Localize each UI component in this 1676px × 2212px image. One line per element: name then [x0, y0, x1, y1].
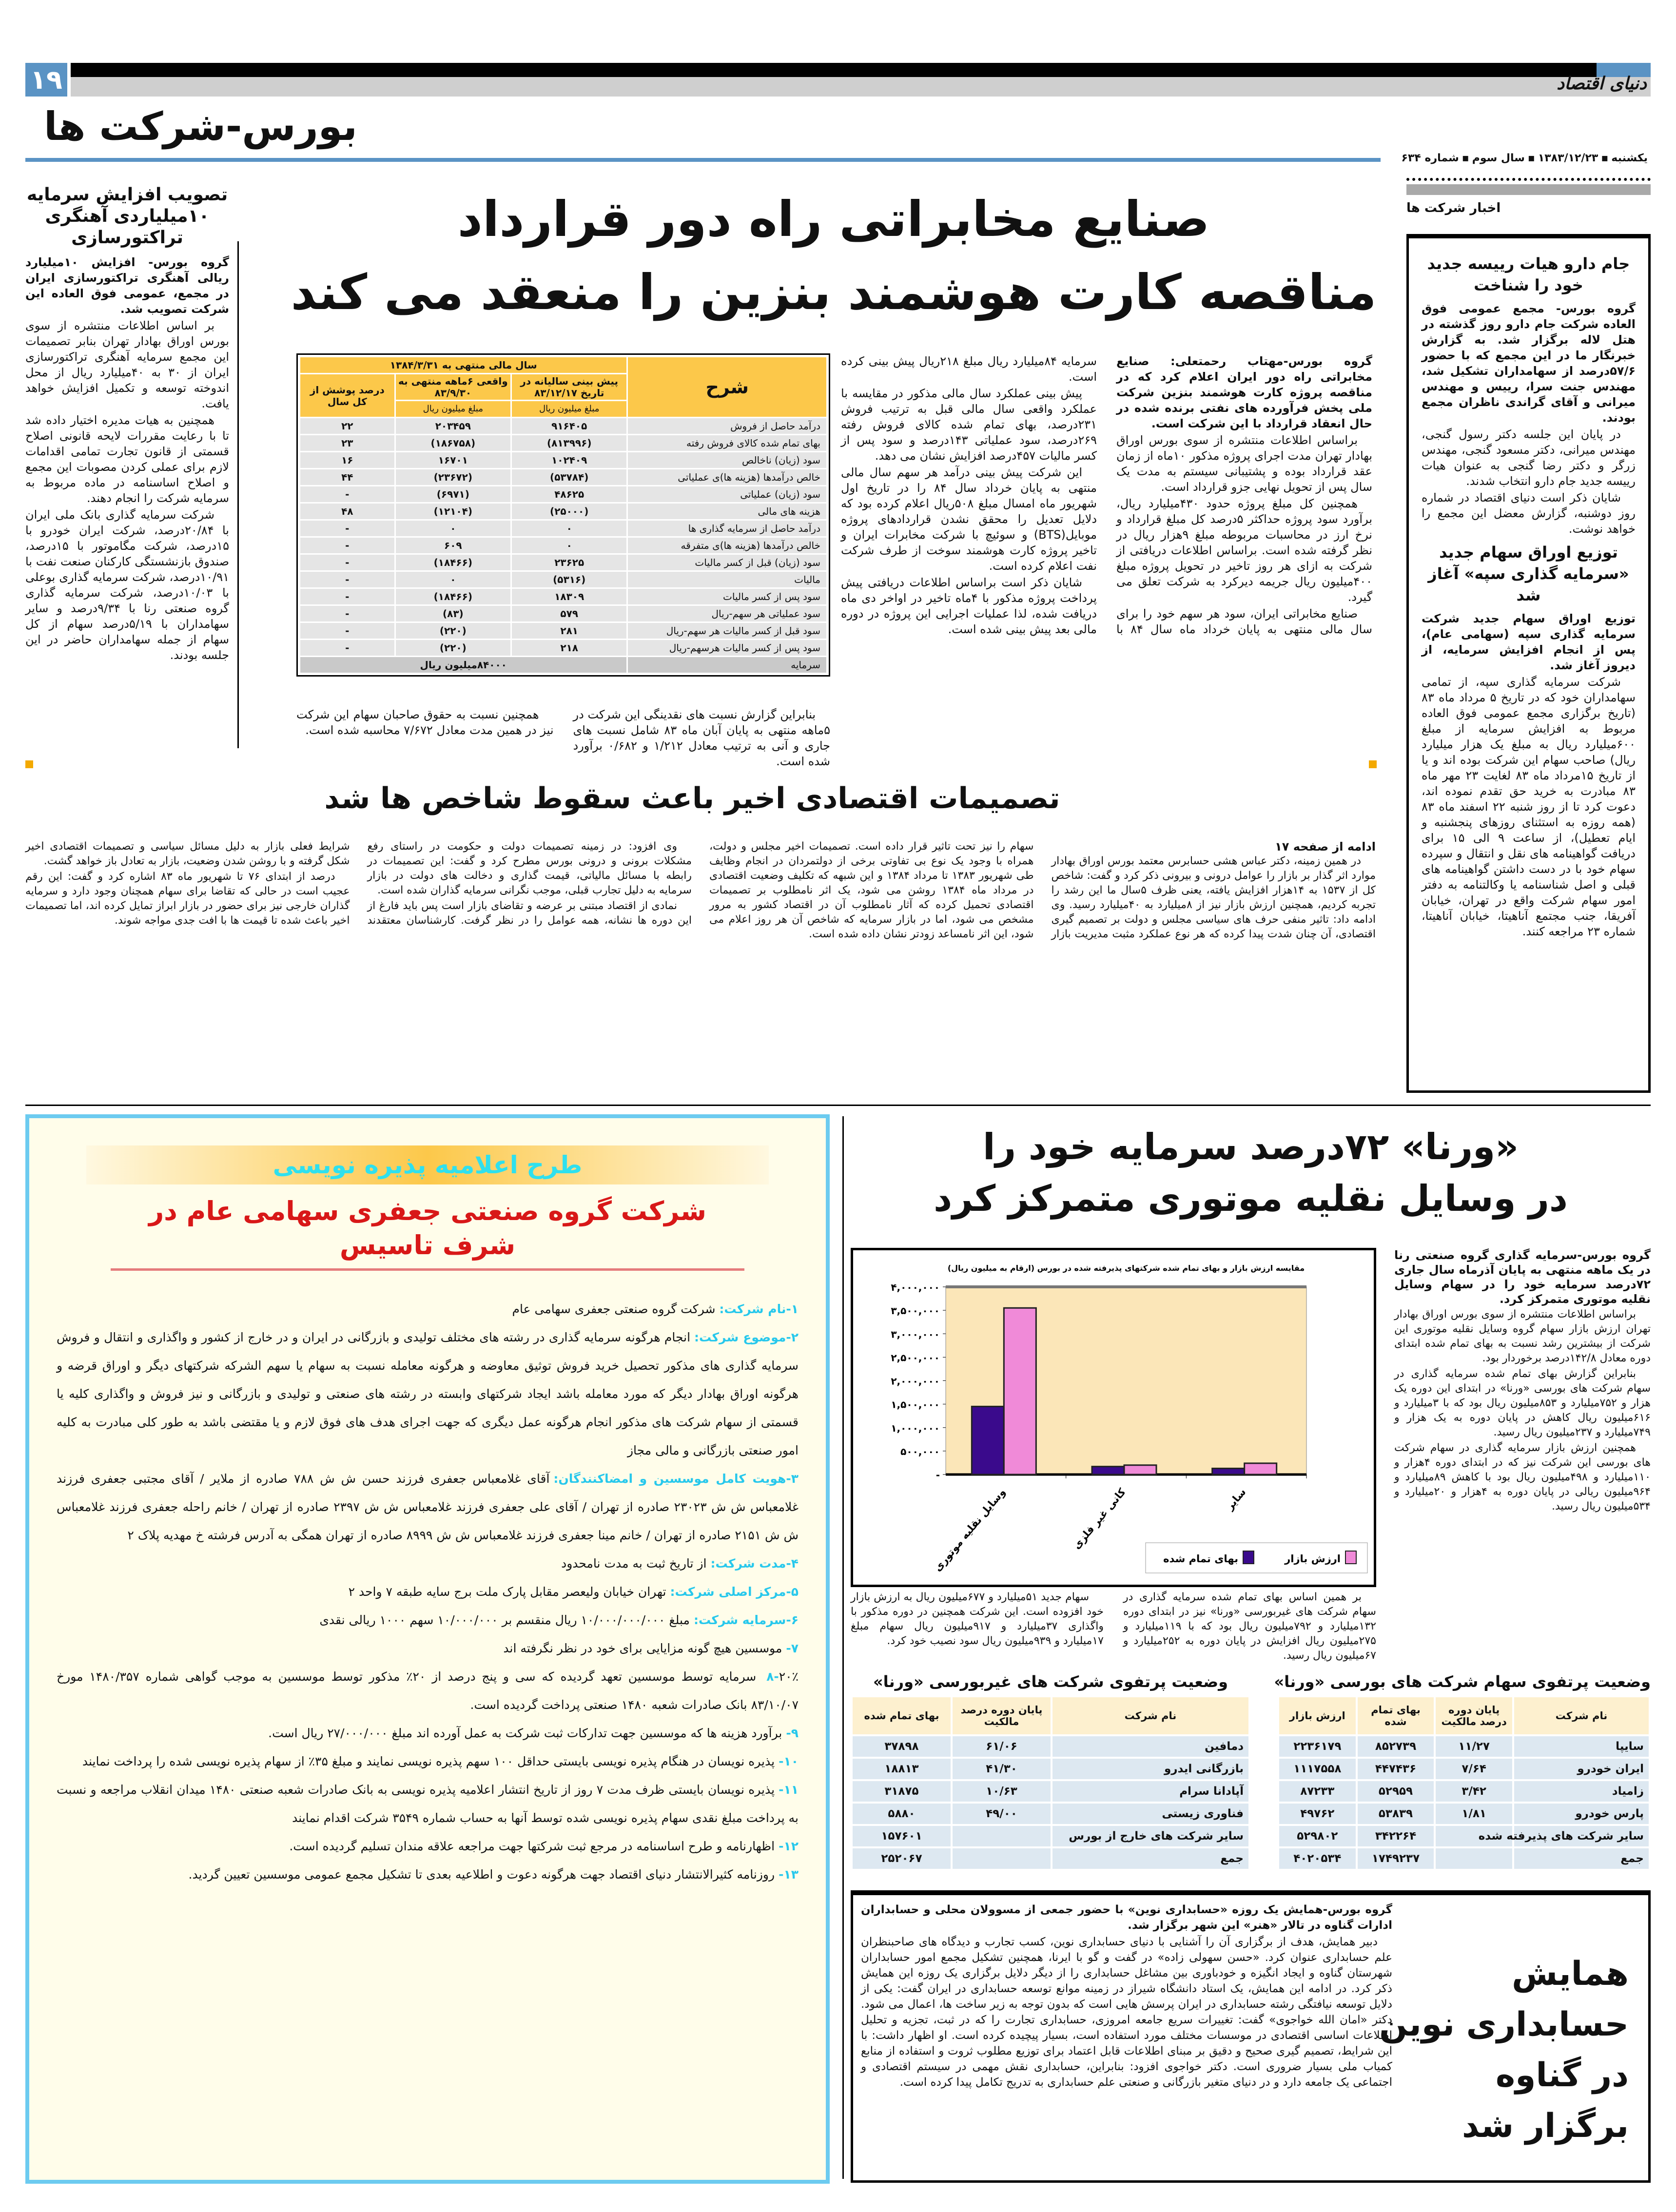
row-label: بهای تمام شده کالای فروش رفته [628, 435, 826, 451]
story-title: توزیع اوراق سهام جدید «سرمایه گذاری سپه» آغاز شد [1428, 543, 1629, 604]
bar-market-value [1245, 1463, 1277, 1475]
company-name: آپادانا سرام [1052, 1781, 1248, 1802]
ad-item [57, 1465, 799, 1550]
ad-item-text: مبلغ ۱۰/۰۰۰/۰۰۰/۰۰۰ ریال منقسم بر ۱۰/۰۰۰/۰۰۰ سهم ۱۰۰۰ ریالی نقدی [319, 1613, 690, 1627]
story-paragraph: این شرکت پیش بینی درآمد هر سهم سال مالی منتهی به پایان خرداد سال ۸۴ را در تاریخ اول شهریور ماه امسال مبلغ ۵۰۸ریال اعلام کرده بود که دلایل تعدیل را محقق نشدن قراردادهای پروژه موبایل(BTS) و سوئیچ با شرکت مخابرات ایران و تاخیر پروژه کارت هوشمند سوخت از طرف شرکت نفت اعلام کرده است. [841, 466, 1097, 573]
column-header: پایان دوره درصد مالکیت [953, 1697, 1051, 1734]
ad-item [57, 1776, 799, 1832]
table-row [300, 504, 826, 519]
ad-item-text: از تاریخ ثبت به مدت نامحدود [561, 1556, 707, 1571]
cell-value: ۱۸۸۱۳ [853, 1759, 951, 1779]
header-bar [71, 63, 1597, 77]
header-band [71, 77, 1651, 97]
section-title: بورس-شرکت ها [44, 104, 357, 149]
cell-value: ۱۱۱۷۵۵۸ [1279, 1759, 1356, 1779]
col-cover: درصد پوشش از کل سال [300, 374, 394, 417]
actual-value: (۸۳) [396, 606, 510, 621]
story-paragraph: بر همین اساس بهای تمام شده سرمایه گذاری در سهام شرکت های غیربورسی «ورنا» نیز در ابتدای دوره ۱۳۲میلیارد و ۷۹۲میلیون ریال بود که با ۱۱۹میلیارد و ۲۷۵میلیون ریال افزایش در پایان دوره به ۲۵۲میلیارد و ۶۷میلیون ریال رسید. [1123, 1591, 1376, 1662]
cell-value: ۳/۴۲ [1436, 1781, 1512, 1802]
story-paragraph: شرکت سرمایه گذاری بانک ملی ایران با ۲۰/۸۴درصد، شرکت ایران خودرو با ۱۵درصد، شرکت مگاموتور با ۱۵درصد، صندوق بازنشستگی کارکنان صنعت نفت با ۱۰/۹۱درصد، شرکت سرمایه گذاری بوعلی با ۱۰/۰۳درصد، شرکت سرمایه گذاری گروه صنعتی رنا با ۹/۳۴درصد و سایر سهامداران با ۵/۱۹درصد سهام از کل سهام از جمله سهامداران حاضر در این جلسه بودند. [25, 508, 229, 662]
ad-item-label: ۵-مرکز اصلی شرکت: [670, 1585, 799, 1599]
col-group: سال مالی منتهی به ۱۳۸۴/۳/۳۱ [300, 357, 626, 373]
ad-item-label: ۲-موضوع شرکت: [694, 1330, 799, 1344]
ad-item [57, 1323, 799, 1465]
story-paragraph: دبیر همایش، هدف از برگزاری آن را آشنایی با دنیای حسابداری نوین، کسب تجارب و دیدگاه های صاحبنظران علم حسابداری عنوان کرد. «حسن سهولی زاده» در گفت و گو با ایرنا، همچنین تشکیل مجمع امور حسابداران شهرستان گناوه و ایجاد انگیزه و خودباوری بین مشاغل حسابداری را از دیگر دلایل برگزاری یک روزه این همایش ذکر کرد. در ادامه این همایش، یک استاد دانشگاه شیراز در زمینه موانع توسعه حسابداری در ایران گفت: یکی از دلایل توسعه نیافتگی رشته حسابداری در ایران پرسش هایی است که بدون توجه به زیر ساخت ها، اعمال می شود. دکتر «امان الله خواجوی» گفت: تغییرات سریع جامعه امروزی، حسابداری تجارت را که در ثبت، تجزیه و تحلیل اطلاعات اساسی اقتصادی در موسسات مختلف مورد استفاده است، بسیار پیچیده کرده است. او اظهار داشت: با این شرایط، تصمیم گیری صحیح و دقیق بر مبنای اطلاعات قابل اعتماد برای توزیع مطلوب ثروت و استفاده از منابع کمیاب ملی بسیار ضروری است. دکتر خواجوی افزود: بنابراین، حسابداری نقش مهمی در سیستم اقتصادی و اجتماعی یک جامعه دارد و در دنیای متغیر بازرگانی و صنعتی علم حسابداری به تدریج تکامل پیدا کرده است. [861, 1936, 1392, 2089]
forecast-value: ۲۸۱ [512, 623, 626, 639]
cell-value: ۱۱/۲۷ [1436, 1736, 1512, 1757]
forecast-value: (۲۵۰۰۰) [512, 504, 626, 519]
story-paragraph: براساس اطلاعات منتشره از سوی بورس اوراق بهادار تهران مدت اجرای پروژه مذکور ۱۰ماه از زمان عقد قرارداد بوده و پشتیبانی سیستم به مدت یک سال پس از تحویل نهایی جزو قرارداد است. [1116, 433, 1372, 494]
row-label: سود (زیان) عملیاتی [628, 486, 826, 502]
story-title: تصویب افزایش سرمایه ۱۰میلیاردی آهنگری تراکتورسازی [26, 185, 228, 248]
cell-value: ۳۷۸۹۸ [853, 1736, 951, 1757]
cell-value: ۸۷۲۳۳ [1279, 1781, 1356, 1802]
story-body-continued [296, 707, 830, 769]
coverage-value: - [300, 521, 394, 536]
y-tick-label: ۳,۵۰۰,۰۰۰ [891, 1305, 940, 1317]
cell-value: ۳۴۲۲۶۴ [1358, 1826, 1434, 1846]
cell-value [953, 1848, 1051, 1869]
column-label: اخبار شرکت ها [1406, 201, 1501, 215]
ad-item [57, 1295, 799, 1323]
story-paragraph: شایان ذکر است دنیای اقتصاد در شماره روز دوشنبه، گزارش معضل این مجمع را خواهد نوشت. [1422, 491, 1636, 536]
actual-value: (۲۲۰) [396, 640, 510, 656]
forecast-value: ۵۷۹ [512, 606, 626, 621]
ad-item [57, 1634, 799, 1663]
table-row [853, 1736, 1248, 1757]
genaveh-story-box [851, 1890, 1651, 2183]
financial-table [296, 353, 830, 677]
actual-value: ۲۰۳۴۵۹ [396, 418, 510, 434]
ad-item-label: ۷- [786, 1641, 799, 1655]
story-paragraph: بنابراین گزارش نسبت های نقدینگی این شرکت در ۵ماهه منتهی به پایان آبان ماه ۸۳ شامل نسبت های جاری و آنی به ترتیب معادل ۱/۲۱۲ و ۰/۶۸۲ برآورد شده است. [573, 708, 830, 768]
divider [25, 1105, 1651, 1106]
table-row [300, 572, 826, 587]
row-label: مالیات [628, 572, 826, 587]
story-paragraph: صنایع مخابراتی ایران، سود هر سهم خود را برای سال مالی منتهی به پایان خرداد ماه سال ۸۴ با سرمایه ۸۴میلیارد ریال مبلغ ۲۱۸ریال پیش بینی کرده است. [841, 354, 1372, 636]
ad-item-label: ۱۰- [779, 1754, 799, 1768]
story-paragraph: شایان ذکر است براساس اطلاعات دریافتی پیش پرداخت پروژه مذکور با ۴ماه تاخیر در اواخر دی ماه دریافت شده، لذا عملیات اجرایی این پروژه در دوره مالی بعد پیش بینی شده است. [841, 576, 1097, 636]
coverage-value: - [300, 572, 394, 587]
ad-item-label: ۳-هویت کامل موسسین و امضاکنندگان: [553, 1472, 799, 1486]
y-tick-label: ۱,۵۰۰,۰۰۰ [891, 1398, 940, 1411]
x-tick-label: وسایل نقلیه موتوری [932, 1486, 1008, 1574]
y-tick-label: ۱,۰۰۰,۰۰۰ [891, 1422, 940, 1434]
table-row [300, 606, 826, 621]
table-row [300, 521, 826, 536]
cell-value: ۱۷۴۹۲۳۷ [1358, 1848, 1434, 1869]
listed-portfolio-table [1277, 1695, 1651, 1871]
y-tick-label: ۵۰۰,۰۰۰ [900, 1445, 940, 1457]
table-row [300, 623, 826, 639]
table-row [300, 640, 826, 656]
ad-item-label: ۹- [786, 1726, 799, 1740]
divider [1406, 178, 1651, 181]
actual-value: ۶۰۹ [396, 538, 510, 553]
row-label: سود عملیاتی هر سهم-ریال [628, 606, 826, 621]
table-row [300, 435, 826, 451]
bar-chart [851, 1248, 1376, 1587]
actual-value: (۱۸۶۷۵۸) [396, 435, 510, 451]
cell-value [953, 1826, 1051, 1846]
story-paragraph: توزیع اوراق سهام جدید شرکت سرمایه گذاری سپه (سهامی عام)، پس از انجام افزایش سرمایه، از دیروز آغاز شد. [1422, 612, 1636, 672]
bar-cost [1092, 1467, 1124, 1475]
section-marker [1369, 760, 1377, 768]
bar-cost [972, 1406, 1004, 1475]
newspaper-logo: دنیای اقتصاد [1557, 74, 1647, 94]
row-label: خالص درآمدها (هزینه ها)ی عملیاتی [628, 469, 826, 485]
chart-svg [853, 1250, 1374, 1585]
actual-value: ۰ [396, 521, 510, 536]
table-row [1279, 1781, 1649, 1802]
table-row [1279, 1848, 1649, 1869]
unit-label: مبلغ میلیون ریال [396, 401, 510, 417]
forecast-value: (۵۳۷۸۴) [512, 469, 626, 485]
story-paragraph: همچنین ارزش بازار سرمایه گذاری در سهام شرکت های بورسی این شرکت نیز که در ابتدای دوره ۴هزار و ۱۱۰میلیارد و ۴۹۸میلیون ریال بود با کاهش ۸۹میلیارد و ۹۶۴میلیون ریالی در پایان دوره به ۴هزار و ۲۰میلیارد و ۵۳۴میلیون ریال رسید. [1394, 1442, 1651, 1513]
forecast-value: ۲۳۶۲۵ [512, 555, 626, 570]
forecast-value: (۵۳۱۶) [512, 572, 626, 587]
table-row [300, 418, 826, 434]
unit-label: مبلغ میلیون ریال [512, 401, 626, 417]
ad-subtitle: شرکت گروه صنعتی جعفری سهامی عام در شرف تاسیس [111, 1194, 744, 1271]
actual-value: (۲۳۶۷۲) [396, 469, 510, 485]
story-lead: گروه بورس-همایش یک روزه «حسابداری نوین» با حضور جمعی از مسوولان محلی و حسابداران ادارات گناوه در تالار «هنر» این شهر برگزار شد. [861, 1903, 1392, 1932]
headline-line: همایش [1512, 1955, 1629, 1993]
headline-line: در گناوه [1496, 2056, 1629, 2095]
row-label: سود قبل از کسر مالیات هر سهم-ریال [628, 623, 826, 639]
cell-value: ۲۲۳۶۱۷۹ [1279, 1736, 1356, 1757]
column-label-band [1406, 184, 1651, 195]
headline-line: در وسایل نقلیه موتوری متمرکز کرد [934, 1178, 1568, 1220]
story-paragraph: همچنین به هیات مدیره اختیار داده شد تا با رعایت مقررات لایحه قانونی اصلاح قسمتی از قانون تجارت تمامی اقدامات لازم برای عملی کردن مصوبات این مجمع و اصلاح اساسنامه در ماده مربوط به سرمایه شرکت را انجام دهند. [25, 413, 229, 505]
divider [237, 241, 239, 748]
company-name: زامیاد [1514, 1781, 1649, 1802]
col-actual: واقعی ۶ماهه منتهی به ۸۳/۹/۳۰ [396, 374, 510, 400]
actual-value: (۶۹۷۱) [396, 486, 510, 502]
company-name: دمافین [1052, 1736, 1248, 1757]
company-name: بازرگانی ایدرو [1052, 1759, 1248, 1779]
story-paragraph: بر اساس اطلاعات منتشره از سوی بورس اوراق بهادار تهران بنابر تصمیمات این مجمع سرمایه آهنگری تراکتورسازی ایران از ۳۰ به ۴۰میلیارد ریال از محل اندوخته توسعه و تکمیل افزایش خواهد یافت. [25, 319, 230, 410]
forecast-value: ۰ [512, 521, 626, 536]
row-label: خالص درآمدها (هزینه ها)ی متفرقه [628, 538, 826, 553]
story-paragraph: براساس اطلاعات منتشره از سوی بورس اوراق بهادار تهران ارزش بازار سهام گروه وسایل نقلیه موتوری این شرکت از بیشترین رشد نسبت به بهای تمام شده ابتدای دوره معادل ۱۴۲/۸درصد برخوردار بود. [1394, 1308, 1651, 1364]
coverage-value: ۴۸ [300, 504, 394, 519]
ad-item-label: ۱۲- [779, 1839, 799, 1853]
story-paragraph: وی افزود: در زمینه تصمیمات دولت و حکومت در راستای رفع مشکلات برونی و درونی بورس مطرح کرد و گفت: این تصمیمات در رابطه با مسائل مالیاتی، قیمت گذاری و دخالت های دولت در بازار سرمایه به دلیل تجارب قبلی، موجب نگرانی سرمایه گذاران شده است. [367, 840, 692, 896]
chart-title: مقایسه ارزش بازار و بهای تمام شده شرکتهای پذیرفته شده در بورس (ارقام به میلیون ریال) [947, 1263, 1305, 1273]
bar-market-value [1124, 1465, 1156, 1475]
ad-item [57, 1578, 799, 1606]
company-name: جمع [1052, 1848, 1248, 1869]
coverage-value: ۴۴ [300, 469, 394, 485]
ad-item-text: روزنامه کثیرالانتشار دنیای اقتصاد جهت هرگونه دعوت و اطلاعیه بعدی تا تشکیل مجمع عمومی موسسین تعیین گردید. [188, 1867, 775, 1882]
cell-value: ۴۱/۳۰ [953, 1759, 1051, 1779]
column-header: بهای تمام شده [1358, 1697, 1434, 1734]
story-paragraph: در پایان این جلسه دکتر رسول گنجی، مهندس میرانی، دکتر مسعود گنجی، مهندس زرگر و دکتر رضا گنجی به عنوان هیات رییسه جدید جام دارو انتخاب شدند. [1422, 427, 1636, 488]
cell-value: ۵۲۹۵۹ [1358, 1781, 1434, 1802]
ad-item [57, 1832, 799, 1861]
ad-item-text: اظهارنامه و طرح اساسنامه در مرجع ثبت شرکتها جهت مراجعه علاقه مندان تسلیم گردیده است. [289, 1839, 775, 1853]
divider [842, 1116, 844, 2179]
ad-item-label: ۱۱- [779, 1783, 799, 1797]
column-header: نام شرکت [1514, 1697, 1649, 1734]
ad-item-label: ۱-نام شرکت: [719, 1302, 799, 1316]
story-paragraph: گروه بورس-مهتاب رحمتعلی: صنایع مخابراتی راه دور ایران اعلام کرد که در مناقصه پروژه کارت هوشمند بنزین شرکت ملی پخش فرآورده های نفتی برنده شده در حال انعقاد قرارداد با این شرکت است. [1116, 354, 1372, 430]
coverage-value: - [300, 640, 394, 656]
ad-item-label: ۱۳- [779, 1867, 799, 1882]
table-row [300, 469, 826, 485]
story-paragraph: گروه بورس- مجمع عمومی فوق العاده شرکت جام دارو روز گذشته در هتل لاله برگزار شد. به گزارش خبرنگار ما در این مجمع که با حضور ۵۷/۶درصد از سهامداران تشکیل شد، مهندس جنت سرا، رییس و مهندس میرانی و آقای گراندی ناظران مجمع بودند. [1422, 302, 1636, 425]
ad-item [57, 1550, 799, 1578]
capital-value: ۸۴۰۰۰میلیون ریال [300, 657, 626, 673]
continued-label: ادامه از صفحه ۱۷ [1275, 840, 1376, 854]
date-value: ۱۳۸۳/۱۲/۲۳ [1538, 152, 1598, 164]
y-tick-label: ۲,۵۰۰,۰۰۰ [891, 1352, 940, 1364]
story-body [25, 254, 229, 663]
legend-swatch [1243, 1551, 1254, 1564]
volume: سال سوم [1472, 152, 1525, 164]
story-paragraph: همچنین نسبت به حقوق صاحبان سهام این شرکت نیز در همین مدت معادل ۷/۶۷۲ محاسبه شده است. [296, 708, 554, 737]
company-name: فناوری زیستی [1052, 1804, 1248, 1824]
story-paragraph: نمادی از اقتصاد مبتنی بر عرضه و تقاضای بازار است پس باید فارغ از این دوره ها نشانه، همه عوامل را در نظر گرفت. کارشناسان معتقدند شرایط فعلی بازار به دلیل مسائل سیاسی و تصمیمات اقتصادی اخیر شکل گرفته و با روشن شدن وضعیت، بازار به تعادل باز خواهد گشت. [25, 840, 692, 927]
capital-row [300, 657, 826, 673]
table-row [300, 589, 826, 604]
news-briefs-box [1406, 234, 1651, 1093]
coverage-value: - [300, 606, 394, 621]
x-tick-label: کانی غیر فلزی [1071, 1486, 1128, 1552]
unlisted-table-title: وضعیت پرتفوی شرکت های غیربورسی «ورنا» [873, 1672, 1228, 1691]
ad-item-text: پذیره نویسان در هنگام پذیره نویسی بایستی حداقل ۱۰۰ سهم پذیره نویسی نمایند و مبلغ ۳۵٪ از سهام پذیره نویسی شده را پرداخت نمایند [82, 1754, 775, 1768]
story-paragraph: شرکت سرمایه گذاری سپه، از تمامی سهامداران خود که در تاریخ ۵ مرداد ماه ۸۳ (تاریخ برگزاری مجمع عمومی فوق العاده مربوط به افزایش سرمایه از مبلغ ۶۰۰میلیارد ریال به مبلغ یک هزار میلیارد ریال) صاحب سهام این شرکت بوده اند و یا از تاریخ ۱۵مرداد ماه ۸۳ لغایت ۲۳ مهر ماه ۸۳ مبادرت به خرید حق تقدم نموده اند، دعوت کرد تا از روز شنبه ۲۲ اسفند ماه ۸۳ (همه روزه به استثنای روزهای پنجشنبه و ایام تعطیل)، از ساعت ۹ الی ۱۵ برای دریافت گواهینامه های نقل و انتقال و سپرده سهام خود با در دست داشتن گواهینامه های قبلی و اصل شناسنامه یا وکالتنامه به دفتر امور سهام شرکت واقع در تهران، خیابان آفریقا، جنب مجتمع آناهیتا، خیابان آناهیتا، شماره ۲۳ مراجعه کنند. [1422, 675, 1636, 938]
story-paragraph: بنابراین گزارش بهای تمام شده سرمایه گذاری در سهام شرکت های بورسی «ورنا» در ابتدای این دوره یک هزار و ۷۵۲میلیارد و ۸۵۳میلیون ریال بود که با ۳میلیارد و ۶۱۶میلیون ریال کاهش در پایان دوره به یک هزار و ۷۴۹میلیارد و ۲۳۷میلیون ریال رسید. [1394, 1368, 1651, 1438]
cell-value: ۸۵۲۷۳۹ [1358, 1736, 1434, 1757]
coverage-value: - [300, 486, 394, 502]
coverage-value: ۲۲ [300, 418, 394, 434]
page-number: ۱۹ [25, 63, 67, 97]
actual-value: (۱۲۱۰۴) [396, 504, 510, 519]
actual-value: ۱۶۷۰۱ [396, 452, 510, 468]
story-body [1422, 301, 1636, 537]
coverage-value: ۲۳ [300, 435, 394, 451]
ad-item-label: ۸- [766, 1669, 779, 1684]
date-weekday: یکشنبه [1611, 152, 1648, 164]
actual-value: (۱۸۴۶۶) [396, 589, 510, 604]
actual-value: (۲۲۰) [396, 623, 510, 639]
ad-item-text: موسسین هیچ گونه مزایایی برای خود در نظر نگرفته اند [503, 1641, 782, 1655]
ad-item [57, 1606, 799, 1634]
cell-value: ۴۰۲۰۵۳۴ [1279, 1848, 1356, 1869]
ad-item [57, 1747, 799, 1776]
subscription-notice-ad [25, 1114, 830, 2184]
story-paragraph: گروه بورس-سرمایه گذاری گروه صنعتی رنا در یک ماهه منتهی به پایان آذرماه سال جاری ۷۲درصد سرمایه خود را در سهام وسایل نقلیه موتوری متمرکز کرد. [1394, 1248, 1651, 1306]
story-paragraph: پیش بینی عملکرد سال مالی مذکور در مقایسه با عملکرد واقعی سال مالی قبل به ترتیب فروش ۲۳۱درصد، بهای تمام شده کالای فروش رفته ۲۶۹درصد، سود عملیاتی ۱۴۳درصد و سود پس از کسر مالیات ۴۵۷درصد افزایش نشان می دهد. [841, 387, 1097, 463]
forecast-value: ۱۸۳۰۹ [512, 589, 626, 604]
cell-value: ۵۸۸۰ [853, 1804, 951, 1824]
company-name: سایپا [1514, 1736, 1649, 1757]
cell-value: ۲۵۲۰۶۷ [853, 1848, 951, 1869]
story-paragraph: در همین زمینه، دکتر عباس هشی حسابرس معتمد بورس اوراق بهادار موارد اثر گذار بر بازار را عوامل درونی و بیرونی ذکر کرد و گفت: شاخص کل از ۱۵۳۷ به ۱۴هزار افزایش یافته، یعنی ظرف ۵سال ما این رشد را تجربه کردیم، همچنین ارزش بازار نیز از ۸میلیارد به ۴۰میلیارد رسید. وی ادامه داد: تاثیر منفی حرف های سیاسی مجلس و دولت بر تصمیم گیری اقتصادی، آن چنان شدت پیدا کرده که هر نوع عملکرد مثبت مدیریت بازار سهام را نیز تحت تاثیر قرار داده است. تصمیمات اخیر مجلس و دولت، همراه با وجود یک نوع بی تفاوتی برخی از دولتمردان در انجام وظایف طی شهریور ۱۳۸۳ تا مرداد ۱۳۸۴ و این شبهه که تکلیف وضعیت اقتصادی در مرداد ماه ۱۳۸۴ روشن می شود، یک اثر نامطلوب بر تصمیمات اقتصادی تحمیل کرده که آثار نامطلوب آن در اقتصاد کشور به مرور مشخص می شود، اما در بازار سرمایه که شاخص آن هر روز اعلام می شود، این اثر نامساعد زودتر نشان داده شده است. [709, 840, 1376, 940]
genaveh-headline [1379, 1949, 1629, 2152]
y-tick-label: ۲,۰۰۰,۰۰۰ [891, 1375, 940, 1387]
main-story-body [841, 353, 1372, 638]
table-row [300, 538, 826, 553]
table-row [300, 486, 826, 502]
genaveh-story-body [861, 1902, 1392, 2091]
company-name: ایران خودرو [1514, 1759, 1649, 1779]
company-name: سایر شرکت های خارج از بورس [1052, 1826, 1248, 1846]
x-tick-label: سایر [1224, 1486, 1248, 1513]
column-header: نام شرکت [1052, 1697, 1248, 1734]
capital-label: سرمایه [628, 657, 826, 673]
bar-cost [1212, 1468, 1245, 1475]
ad-item-text: آقای غلامعباس جعفری فرزند حسن ش ش ۷۸۸ صادره از ملایر / آقای مجتبی جعفری فرزند غلامعباس ش ش ۲۳۰۲۳ صادره از تهران / آقای علی جعفری فرزند غلامعباس ش ش ۲۳۹۷ صادره از تهران / خانم راحله جعفری فرزند غلامعباس ش ش ۲۱۵۱ صادره از تهران / خانم مینا جعفری فرزند غلامعباس ش ش ۸۹۹۹ صادره از تهران همگی به آدرس فرشته خ مهدیه پلاک ۲ [57, 1472, 799, 1542]
listed-table-title: وضعیت پرتفوی سهام شرکت های بورسی «ورنا» [1274, 1672, 1651, 1691]
actual-value: ۰ [396, 572, 510, 587]
middle-story-body [25, 839, 1376, 942]
forecast-value: ۰ [512, 538, 626, 553]
col-desc: شرح [628, 357, 826, 417]
headline-line: صنایع مخابراتی راه دور قرارداد [457, 191, 1210, 248]
cell-value: ۱/۸۱ [1436, 1804, 1512, 1824]
coverage-value: - [300, 623, 394, 639]
legend-label: بهای تمام شده [1163, 1553, 1238, 1565]
middle-headline: تصمیمات اقتصادی اخیر باعث سقوط شاخص ها شد [324, 781, 1060, 815]
company-name: جمع [1514, 1848, 1649, 1869]
bar-market-value [1004, 1308, 1036, 1475]
row-label: سود پس از کسر مالیات [628, 589, 826, 604]
ad-item-label: ۶-سرمایه شرکت: [693, 1613, 799, 1627]
story-paragraph: سهام جدید ۵۱میلیارد و ۶۷۷میلیون ریال به ارزش بازار خود افزوده است. این شرکت همچنین در دوره مذکور با واگذاری ۳۷میلیارد و ۹۱۷میلیون ریال سهام مبلغ ۱۷میلیارد و ۹۳۹میلیون ریال سود نصیب خود کرد. [851, 1591, 1104, 1647]
cell-value [1436, 1848, 1512, 1869]
row-label: سود پس از کسر مالیات هرسهم-ریال [628, 640, 826, 656]
column-header: بهای تمام شده [853, 1697, 951, 1734]
story-paragraph: گروه بورس- افزایش ۱۰میلیارد ریالی آهنگری تراکتورسازی ایران در مجمع، عمومی فوق العاده این شرکت تصویب شد. [25, 255, 229, 316]
y-tick-label: - [935, 1469, 940, 1481]
forecast-value: (۸۱۳۹۹۶) [512, 435, 626, 451]
cell-value: ۷/۶۴ [1436, 1759, 1512, 1779]
table-row [1279, 1759, 1649, 1779]
cell-value: ۶۱/۰۶ [953, 1736, 1051, 1757]
company-name: پارس خودرو [1514, 1804, 1649, 1824]
coverage-value: - [300, 538, 394, 553]
table-row [853, 1804, 1248, 1824]
story-paragraph: درصد از ابتدای ۷۶ تا شهریور ماه ۸۳ اشاره کرد و گفت: این رقم عجیب است در حالی که تقاضا برای سهام همچنان وجود دارد و سرمایه گذاران خارجی نیز برای حضور در بازار ابراز تمایل کرده اند، اما تصمیمات اخیر باعث شده تا قیمت ها با افت جدی مواجه شوند. [25, 871, 350, 927]
coverage-value: ۱۶ [300, 452, 394, 468]
table-row [853, 1848, 1248, 1869]
cell-value: ۴۴۷۴۳۶ [1358, 1759, 1434, 1779]
varna-story-body-continued [851, 1590, 1376, 1663]
cell-value: ۳۱۸۷۵ [853, 1781, 951, 1802]
table-row [853, 1826, 1248, 1846]
column-header: ارزش بازار [1279, 1697, 1356, 1734]
section-marker [25, 760, 33, 768]
cell-value: ۱۰/۶۳ [953, 1781, 1051, 1802]
unlisted-portfolio-table [851, 1695, 1250, 1871]
table-row [1279, 1736, 1649, 1757]
ad-title: طرح اعلامیه پذیره نویسی [86, 1145, 769, 1184]
legend-swatch [1345, 1551, 1356, 1564]
left-story [25, 184, 229, 664]
y-tick-label: ۴,۰۰۰,۰۰۰ [891, 1281, 940, 1293]
headline-line: برگزار شد [1462, 2107, 1629, 2145]
table-row [853, 1781, 1248, 1802]
legend-label: ارزش بازار [1285, 1553, 1341, 1565]
column-header: پایان دوره درصد مالکیت [1436, 1697, 1512, 1734]
row-label: درآمد حاصل از سرمایه گذاری ها [628, 521, 826, 536]
ad-item [57, 1861, 799, 1889]
ad-item-text: برآورد هزینه ها که موسسین جهت تدارکات ثبت شرکت به عمل آورده اند مبلغ ۲۷/۰۰۰/۰۰۰ ریال است. [268, 1726, 782, 1740]
table-row [300, 452, 826, 468]
ad-item-label: ۴-مدت شرکت: [710, 1556, 799, 1571]
row-label: سود (زیان) قبل از کسر مالیات [628, 555, 826, 570]
ad-item-text: پذیره نویسان بایستی ظرف مدت ۷ روز از تاریخ انتشار اعلامیه پذیره نویسی به بانک صادرات شعبه صنعتی ۱۴۸۰ میدان انقلاب مراجعه و نسبت به پرداخت مبلغ نقدی سهام پذیره نویسی شده توسط آنها به حساب شماره ۳۵۴۹ شرکت اقدام نمایند [57, 1783, 799, 1825]
ad-item [57, 1719, 799, 1747]
story-title: جام دارو هیات رییسه جدید خود را شناخت [1427, 254, 1630, 294]
varna-headline [851, 1121, 1651, 1224]
company-name: سایر شرکت های پذیرفته شده [1514, 1826, 1649, 1846]
headline-line: حسابداری نوین [1379, 2005, 1629, 2044]
y-tick-label: ۳,۰۰۰,۰۰۰ [891, 1328, 940, 1340]
ad-items [57, 1295, 799, 1889]
story-body [1422, 611, 1636, 939]
forecast-value: ۱۰۲۴۰۹ [512, 452, 626, 468]
table-row [1279, 1826, 1649, 1846]
varna-story-body [1394, 1248, 1651, 1515]
row-label: هزینه های مالی [628, 504, 826, 519]
table-row [300, 555, 826, 570]
actual-value: (۱۸۴۶۶) [396, 555, 510, 570]
table-row [1279, 1804, 1649, 1824]
coverage-value: - [300, 555, 394, 570]
row-label: سود (زیان) ناخالص [628, 452, 826, 468]
ad-item-text: شرکت گروه صنعتی جعفری سهامی عام [512, 1302, 716, 1316]
ad-item-text: ۲۰٪ سرمایه توسط موسسین تعهد گردیده که سی و پنج درصد از ۲۰٪ مذکور توسط موسسین به موجب گواهی شماره ۱۴۸۰/۳۵۷ مورخ ۸۳/۱۰/۰۷ بانک صادرات شعبه ۱۴۸۰ صنعتی پرداخت گردیده است. [57, 1669, 799, 1712]
ad-item-text: تهران خیابان ولیعصر مقابل پارک ملت برج سایه طبقه ۷ واحد ۲ [348, 1585, 666, 1599]
ad-item [57, 1663, 799, 1719]
ad-item-text: انجام هرگونه سرمایه گذاری در رشته های مختلف تولیدی و بازرگانی در ایران و در خارج از کشور و واگذاری و انتقال و فروش سرمایه گذاری های مذکور تحصیل خرید فروش توثیق معاوضه و هرگونه معامله نسبت به سهام یا سهم الشرکه شرکتهای دیگر و اوراق قرضه و هرگونه اوراق بهادار دیگر که مورد معامله باشد ایجاد شرکتهای وابسته در رشته های صنعتی و تولیدی و بازرگانی و نیز فروش و واگذاری کلیه یا قسمتی از سهام شرکت های مذکور انجام هرگونه عمل دیگری که جهت اجرای هدف های فوق لازم و یا مقتضی باشد به طور کلی مبادرت به کلیه امور صنعتی بازرگانی و مالی مجاز [57, 1330, 799, 1457]
cell-value: ۵۲۹۸۰۲ [1279, 1826, 1356, 1846]
dateline: یکشنبه▪۱۳۸۳/۱۲/۲۳▪سال سوم▪شماره ۶۳۴ [1401, 152, 1648, 164]
col-forecast: پیش بینی سالیانه در تاریخ ۸۳/۱۲/۱۷ [512, 374, 626, 400]
story-paragraph: همچنین کل مبلغ پروژه حدود ۴۳۰میلیارد ریال، برآورد سود پروژه حداکثر ۵درصد کل مبلغ قرارداد و نرخ ارز در محاسبات مربوطه مبلغ ۹هزار ریال در نظر گرفته شده است. براساس اطلاعات دریافتی از شرکت به ازای هر روز تاخیر در تحویل پروژه مبلغ ۴۰۰میلیون ریال جریمه دیرکرد به شرکت تعلق می گیرد. [1116, 497, 1373, 604]
cell-value: ۴۹۷۶۲ [1279, 1804, 1356, 1824]
row-label: درآمد حاصل از فروش [628, 418, 826, 434]
cell-value: ۴۹/۰۰ [953, 1804, 1051, 1824]
forecast-value: ۴۸۶۲۵ [512, 486, 626, 502]
divider [25, 158, 1381, 162]
cell-value: ۱۵۷۶۰۱ [853, 1826, 951, 1846]
forecast-value: ۲۱۸ [512, 640, 626, 656]
coverage-value: - [300, 589, 394, 604]
headline-line: مناقصه کارت هوشمند بنزین را منعقد می کند [291, 264, 1377, 321]
table-row [853, 1759, 1248, 1779]
headline-line: «ورنا» ۷۲درصد سرمایه خود را [983, 1126, 1519, 1168]
forecast-value: ۹۱۶۴۰۵ [512, 418, 626, 434]
issue-number: شماره ۶۳۴ [1401, 152, 1459, 164]
cell-value: ۵۳۸۳۹ [1358, 1804, 1434, 1824]
main-headline [273, 183, 1394, 329]
